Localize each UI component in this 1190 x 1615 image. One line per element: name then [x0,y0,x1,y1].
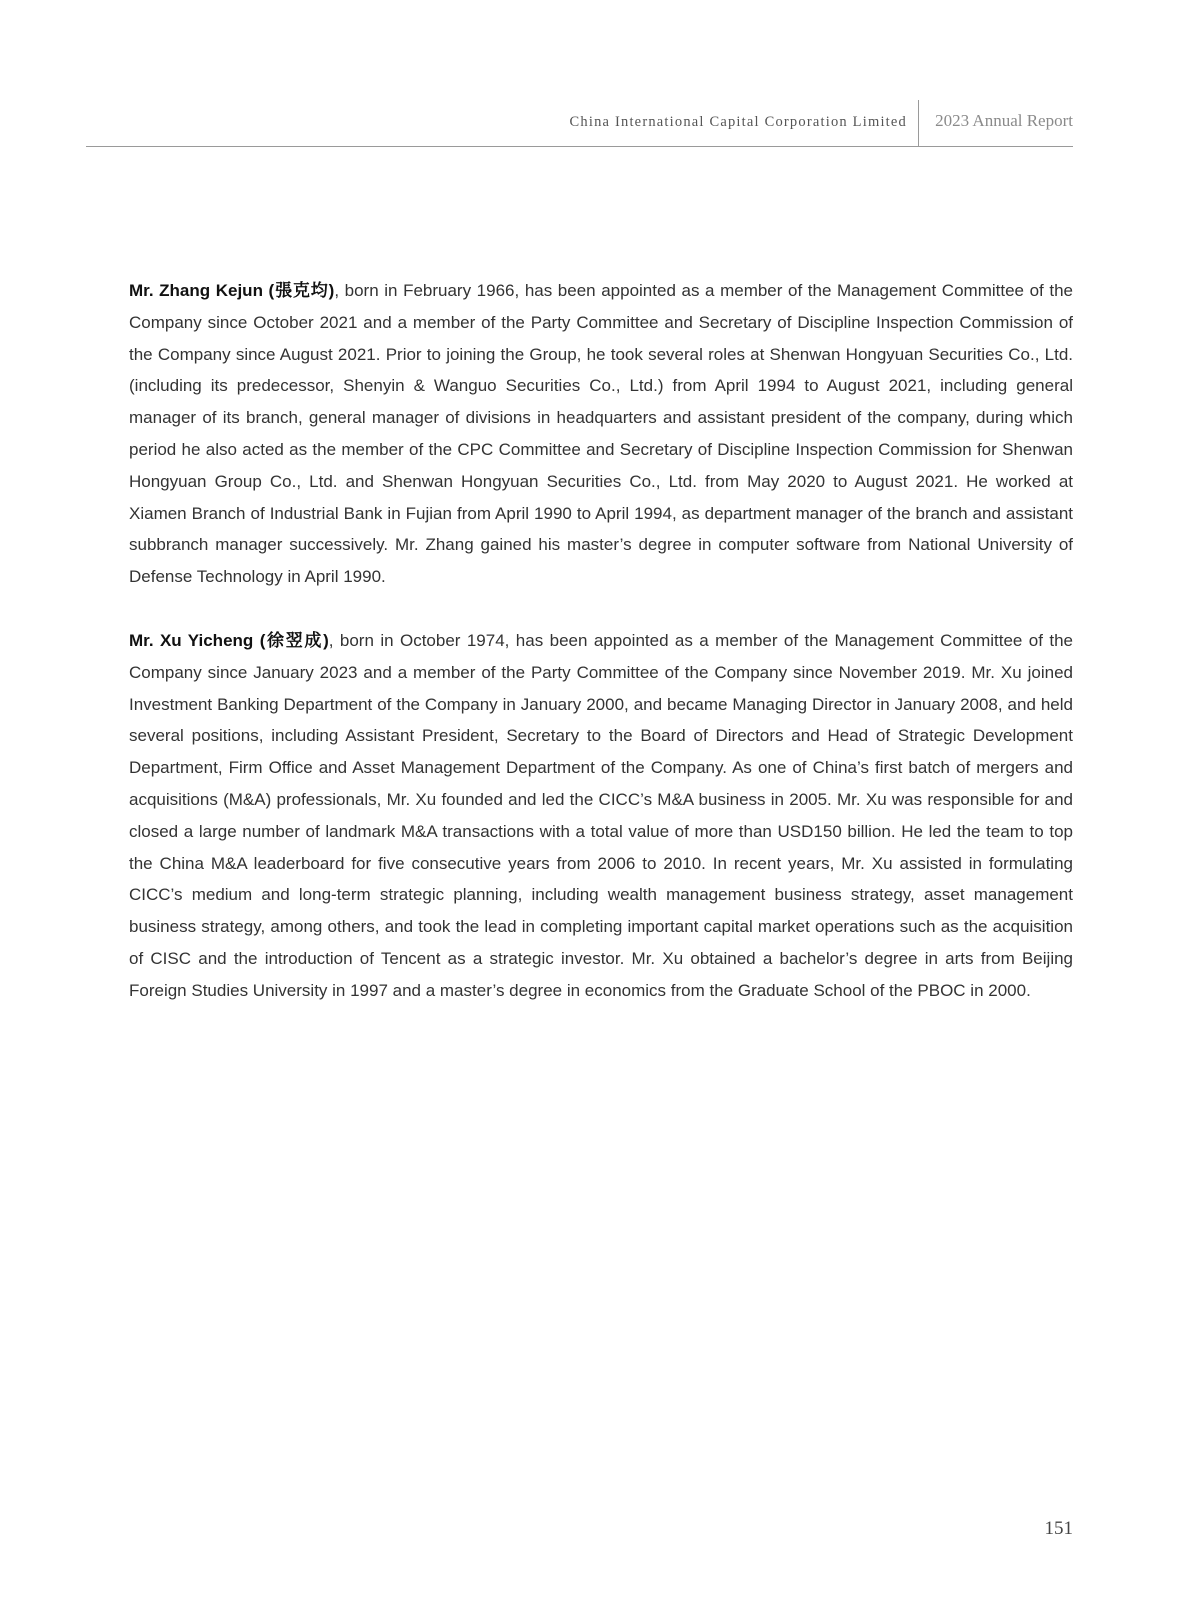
bio-paragraph-zhang-kejun [129,275,1073,593]
header-company-name: China International Capital Corporation Limited [569,114,907,130]
bio-paragraph-xu-yicheng [129,625,1073,1007]
page-number: 151 [1044,1518,1073,1539]
bio-name: Mr. Zhang Kejun (張克均) [129,281,335,300]
document-body [129,275,1073,1039]
header-divider [918,100,919,146]
bio-text: , born in October 1974, has been appointed as a member of the Management Committee of the Company since January 2023 and a member of the Party Committee of the Company since November 2019. Mr. Xu joined Investment Banking Department of the Company in January 2000, and became Managing Director in January 2008, and held several positions, including Assistant President, Secretary to the Board of Directors and Head of Strategic Development Department, Firm Office and Asset Management Department of the Company. As one of China’s first batch of mergers and acquisitions (M&A) professionals, Mr. Xu founded and led the CICC’s M&A business in 2005. Mr. Xu was responsible for and closed a large number of landmark M&A transactions with a total value of more than USD150 billion. He led the team to top the China M&A leaderboard for five consecutive years from 2006 to 2010. In recent years, Mr. Xu assisted in formulating CICC’s medium and long-term strategic planning, including wealth management business strategy, asset management business strategy, among others, and took the lead in completing important capital market operations such as the acquisition of CISC and the introduction of Tencent as a strategic investor. Mr. Xu obtained a bachelor’s degree in arts from Beijing Foreign Studies University in 1997 and a master’s degree in economics from the Graduate School of the PBOC in 2000. [129,630,1073,1000]
bio-name: Mr. Xu Yicheng (徐翌成) [129,630,329,650]
bio-text: , born in February 1966, has been appointed as a member of the Management Committee of the Company since October 2021 and a member of the Party Committee and Secretary of Discipline Inspection Commission of the Company since August 2021. Prior to joining the Group, he took several roles at Shenwan Hongyuan Securities Co., Ltd. (including its predecessor, Shenyin & Wanguo Securities Co., Ltd.) from April 1994 to August 2021, including general manager of its branch, general manager of divisions in headquarters and assistant president of the company, during which period he also acted as the member of the CPC Committee and Secretary of Discipline Inspection Commission for Shenwan Hongyuan Group Co., Ltd. and Shenwan Hongyuan Securities Co., Ltd. from May 2020 to August 2021. He worked at Xiamen Branch of Industrial Bank in Fujian from April 1990 to April 1994, as department manager of the branch and assistant subbranch manager successively. Mr. Zhang gained his master’s degree in computer software from National University of Defense Technology in April 1990. [129,281,1073,587]
page-header [86,98,1073,147]
header-report-title: 2023 Annual Report [935,111,1073,130]
